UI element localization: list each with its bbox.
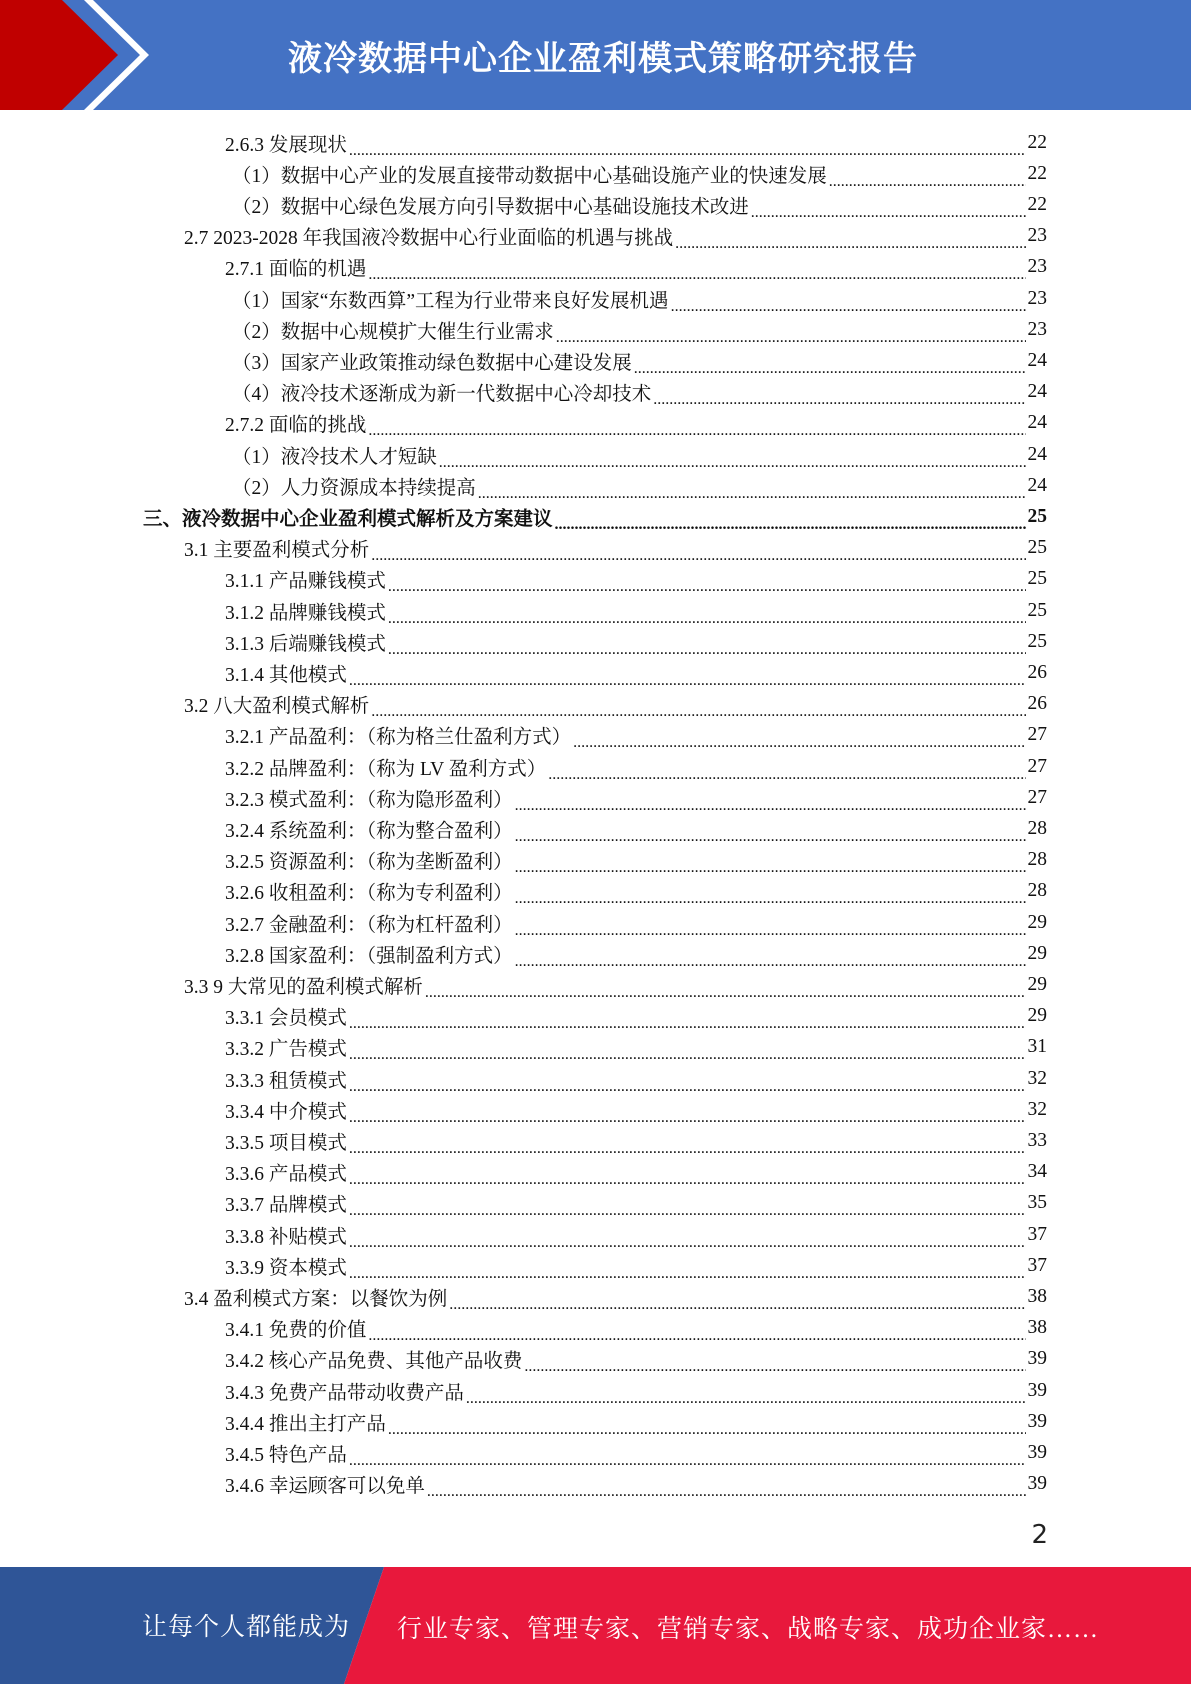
toc-dot-leader	[548, 763, 1025, 779]
toc-entry-page: 39	[1027, 1348, 1047, 1370]
toc-entry[interactable]	[225, 1188, 1047, 1219]
toc-entry-page: 22	[1027, 162, 1047, 184]
toc-entry-label: 3.3.3 租赁模式	[225, 1070, 347, 1092]
toc-entry[interactable]	[225, 1125, 1047, 1156]
toc-entry-page: 25	[1027, 537, 1047, 559]
toc-dot-leader	[349, 1449, 1026, 1465]
toc-dot-leader	[349, 1106, 1026, 1122]
toc-dot-leader	[368, 263, 1025, 279]
toc-entry-label: 3.1.2 品牌赚钱模式	[225, 602, 386, 624]
toc-dot-leader	[751, 201, 1026, 217]
toc-dot-leader	[371, 700, 1025, 716]
toc-entry[interactable]	[225, 782, 1047, 813]
toc-entry-page: 32	[1027, 1067, 1047, 1089]
toc-entry-label: 3.3.5 项目模式	[225, 1132, 347, 1154]
toc-entry-label: 3.1.3 后端赚钱模式	[225, 633, 386, 655]
toc-dot-leader	[388, 607, 1026, 623]
toc-entry-label: 2.7.2 面临的挑战	[225, 415, 367, 437]
toc-dot-leader	[478, 482, 1026, 498]
toc-entry[interactable]	[232, 345, 1047, 376]
toc-entry-page: 22	[1027, 193, 1047, 215]
toc-entry-label: （1）数据中心产业的发展直接带动数据中心基础设施产业的快速发展	[232, 165, 827, 187]
toc-entry-page: 23	[1027, 318, 1047, 340]
toc-entry-label: 3.3.4 中介模式	[225, 1101, 347, 1123]
toc-entry[interactable]	[225, 876, 1047, 907]
toc-entry-page: 31	[1027, 1036, 1047, 1058]
toc-dot-leader	[634, 357, 1026, 373]
toc-entry[interactable]	[225, 657, 1047, 688]
toc-entry[interactable]	[225, 1406, 1047, 1437]
toc-entry-page: 27	[1027, 724, 1047, 746]
toc-entry-page: 33	[1027, 1129, 1047, 1151]
toc-entry-page: 25	[1027, 568, 1047, 590]
toc-entry-page: 28	[1027, 849, 1047, 871]
toc-entry-label: （2）数据中心绿色发展方向引导数据中心基础设施技术改进	[232, 196, 749, 218]
toc-dot-leader	[515, 794, 1026, 810]
toc-dot-leader	[675, 232, 1025, 248]
toc-entry-page: 39	[1027, 1473, 1047, 1495]
toc-entry-label: 3.2.3 模式盈利：（称为隐形盈利）	[225, 789, 513, 811]
toc-dot-leader	[368, 419, 1025, 435]
toc-entry-page: 28	[1027, 817, 1047, 839]
toc-entry-page: 25	[1027, 505, 1047, 527]
toc-entry-page: 37	[1027, 1254, 1047, 1276]
footer-slogan-right: 行业专家、管理专家、营销专家、战略专家、成功企业家……	[397, 1616, 1100, 1643]
toc-entry-page: 25	[1027, 599, 1047, 621]
toc-entry[interactable]	[184, 533, 1047, 564]
toc-dot-leader	[349, 1137, 1026, 1153]
toc-entry-label: 3.3.8 补贴模式	[225, 1226, 347, 1248]
toc-entry-label: 3.2.5 资源盈利：（称为垄断盈利）	[225, 852, 513, 874]
toc-entry[interactable]	[232, 377, 1047, 408]
toc-entry-label: 3.2.6 收租盈利：（称为专利盈利）	[225, 883, 513, 905]
toc-entry-page: 23	[1027, 256, 1047, 278]
toc-entry[interactable]	[225, 564, 1047, 595]
toc-entry[interactable]	[225, 1001, 1047, 1032]
toc-dot-leader	[515, 919, 1026, 935]
footer-slogan-left: 让每个人都能成为	[142, 1614, 351, 1641]
toc-dot-leader	[524, 1355, 1025, 1371]
toc-entry[interactable]	[225, 1219, 1047, 1250]
toc-entry-page: 24	[1027, 381, 1047, 403]
toc-entry-label: 3.3.1 会员模式	[225, 1008, 347, 1030]
toc-entry[interactable]	[225, 720, 1047, 751]
toc-entry[interactable]	[225, 408, 1047, 439]
toc-entry-label: 3.1 主要盈利模式分析	[184, 540, 370, 562]
toc-entry-page: 38	[1027, 1285, 1047, 1307]
toc-entry-page: 23	[1027, 287, 1047, 309]
toc-entry-label: 3.3.6 产品模式	[225, 1164, 347, 1186]
toc-entry[interactable]	[184, 221, 1047, 252]
toc-entry-page: 32	[1027, 1098, 1047, 1120]
toc-entry-label: 3.3.2 广告模式	[225, 1039, 347, 1061]
toc-entry[interactable]	[232, 158, 1047, 189]
toc-entry[interactable]	[225, 1157, 1047, 1188]
toc-entry-label: 3.3 9 大常见的盈利模式解析	[184, 976, 423, 998]
toc-entry[interactable]	[225, 1313, 1047, 1344]
toc-entry-page: 28	[1027, 880, 1047, 902]
toc-entry-page: 39	[1027, 1379, 1047, 1401]
toc-entry-label: 3.2.8 国家盈利：（强制盈利方式）	[225, 945, 513, 967]
toc-dot-leader	[349, 139, 1026, 155]
toc-dot-leader	[349, 1262, 1026, 1278]
toc-entry-page: 38	[1027, 1317, 1047, 1339]
toc-entry-label: （3）国家产业政策推动绿色数据中心建设发展	[232, 352, 632, 374]
toc-dot-leader	[368, 1324, 1025, 1340]
toc-entry[interactable]	[225, 1344, 1047, 1375]
toc-dot-leader	[439, 451, 1026, 467]
toc-entry-label: 3.2.1 产品盈利：（称为格兰仕盈利方式）	[225, 727, 572, 749]
toc-entry-page: 29	[1027, 973, 1047, 995]
toc-entry-label: 3.2.2 品牌盈利：（称为 LV 盈利方式）	[225, 758, 547, 780]
toc-entry-label: （1）国家“东数西算”工程为行业带来良好发展机遇	[232, 290, 669, 312]
toc-entry-page: 29	[1027, 1005, 1047, 1027]
toc-dot-leader	[349, 1043, 1026, 1059]
toc-dot-leader	[349, 1168, 1026, 1184]
toc-dot-leader	[466, 1387, 1026, 1403]
toc-entry[interactable]	[225, 1375, 1047, 1406]
toc-entry-label: 三、液冷数据中心企业盈利模式解析及方案建议	[143, 508, 553, 530]
toc-entry[interactable]	[143, 501, 1047, 532]
toc-entry[interactable]	[225, 1250, 1047, 1281]
toc-entry[interactable]	[184, 969, 1047, 1000]
toc-entry[interactable]	[225, 127, 1047, 158]
toc-entry-page: 39	[1027, 1410, 1047, 1432]
toc-entry[interactable]	[225, 595, 1047, 626]
toc-entry-label: 3.3.7 品牌模式	[225, 1195, 347, 1217]
toc-entry[interactable]	[232, 314, 1047, 345]
toc-entry-page: 39	[1027, 1441, 1047, 1463]
toc-dot-leader	[555, 513, 1026, 529]
toc-entry-page: 22	[1027, 131, 1047, 153]
toc-entry-label: 2.6.3 发展现状	[225, 134, 347, 156]
toc-dot-leader	[349, 1012, 1026, 1028]
toc-entry-page: 24	[1027, 349, 1047, 371]
page-header	[0, 0, 1191, 110]
toc-dot-leader	[349, 1231, 1026, 1247]
toc-entry-page: 24	[1027, 474, 1047, 496]
toc-entry[interactable]	[225, 751, 1047, 782]
toc-entry[interactable]	[232, 283, 1047, 314]
toc-entry[interactable]	[232, 470, 1047, 501]
toc-dot-leader	[515, 887, 1026, 903]
toc-entry-label: 3.4.3 免费产品带动收费产品	[225, 1382, 464, 1404]
toc-entry-page: 26	[1027, 661, 1047, 683]
toc-dot-leader	[349, 1199, 1026, 1215]
toc-entry-label: 3.1.1 产品赚钱模式	[225, 571, 386, 593]
toc-dot-leader	[349, 669, 1026, 685]
report-title: 液冷数据中心企业盈利模式策略研究报告	[288, 38, 918, 79]
toc-entry-label: （2）人力资源成本持续提高	[232, 477, 476, 499]
toc-entry-label: 3.4.4 推出主打产品	[225, 1413, 386, 1435]
toc-entry[interactable]	[232, 189, 1047, 220]
toc-dot-leader	[388, 1418, 1026, 1434]
toc-entry-page: 24	[1027, 443, 1047, 465]
toc-entry[interactable]	[184, 689, 1047, 720]
toc-entry-label: 3.4.6 幸运顾客可以免单	[225, 1476, 425, 1498]
toc-dot-leader	[515, 856, 1026, 872]
page-footer	[0, 1567, 1191, 1684]
toc-dot-leader	[671, 295, 1026, 311]
toc-entry-page: 24	[1027, 412, 1047, 434]
toc-dot-leader	[573, 731, 1025, 747]
toc-entry-page: 29	[1027, 942, 1047, 964]
toc-entry-label: 2.7.1 面临的机遇	[225, 259, 367, 281]
toc-dot-leader	[653, 388, 1025, 404]
toc-entry[interactable]	[225, 813, 1047, 844]
page-number: 2	[1031, 1520, 1048, 1550]
toc-entry-label: 3.1.4 其他模式	[225, 664, 347, 686]
toc-entry[interactable]	[225, 252, 1047, 283]
toc-dot-leader	[388, 638, 1026, 654]
toc-entry[interactable]	[225, 1032, 1047, 1063]
toc-entry-label: 3.2.7 金融盈利：（称为杠杆盈利）	[225, 914, 513, 936]
toc-dot-leader	[388, 575, 1026, 591]
toc-dot-leader	[515, 825, 1026, 841]
toc-dot-leader	[556, 326, 1026, 342]
toc-entry-label: 3.2.4 系统盈利：（称为整合盈利）	[225, 820, 513, 842]
toc-entry-label: 3.2 八大盈利模式解析	[184, 696, 370, 718]
toc-dot-leader	[349, 1075, 1026, 1091]
toc-dot-leader	[449, 1293, 1025, 1309]
toc-dot-leader	[515, 950, 1026, 966]
toc-entry[interactable]	[225, 626, 1047, 657]
toc-entry[interactable]	[225, 1094, 1047, 1125]
toc-entry[interactable]	[225, 845, 1047, 876]
toc-entry[interactable]	[184, 1281, 1047, 1312]
toc-entry-page: 27	[1027, 786, 1047, 808]
toc-entry-label: 3.3.9 资本模式	[225, 1257, 347, 1279]
toc-dot-leader	[829, 170, 1026, 186]
toc-entry-label: 2.7 2023-2028 年我国液冷数据中心行业面临的机遇与挑战	[184, 228, 674, 250]
toc-entry-label: （4）液冷技术逐渐成为新一代数据中心冷却技术	[232, 384, 652, 406]
toc-entry[interactable]	[225, 1437, 1047, 1468]
toc-entry-label: （2）数据中心规模扩大催生行业需求	[232, 321, 554, 343]
toc-entry-page: 34	[1027, 1161, 1047, 1183]
toc-entry-page: 27	[1027, 755, 1047, 777]
toc-entry[interactable]	[225, 1469, 1047, 1500]
toc-dot-leader	[425, 981, 1026, 997]
toc-entry-page: 26	[1027, 693, 1047, 715]
toc-entry[interactable]	[232, 439, 1047, 470]
toc-entry-label: 3.4.5 特色产品	[225, 1444, 347, 1466]
toc-entry[interactable]	[225, 907, 1047, 938]
toc-entry-label: 3.4 盈利模式方案：以餐饮为例	[184, 1288, 448, 1310]
toc-entry-page: 29	[1027, 911, 1047, 933]
toc-entry-page: 37	[1027, 1223, 1047, 1245]
toc-entry-label: 3.4.1 免费的价值	[225, 1320, 367, 1342]
toc-entry[interactable]	[225, 1063, 1047, 1094]
toc-entry-label: （1）液冷技术人才短缺	[232, 446, 437, 468]
toc-entry-page: 25	[1027, 630, 1047, 652]
toc-entry-label: 3.4.2 核心产品免费、其他产品收费	[225, 1351, 523, 1373]
toc-entry-page: 23	[1027, 225, 1047, 247]
toc-dot-leader	[427, 1480, 1026, 1496]
toc-entry-page: 35	[1027, 1192, 1047, 1214]
toc-dot-leader	[371, 544, 1025, 560]
toc-entry[interactable]	[225, 938, 1047, 969]
